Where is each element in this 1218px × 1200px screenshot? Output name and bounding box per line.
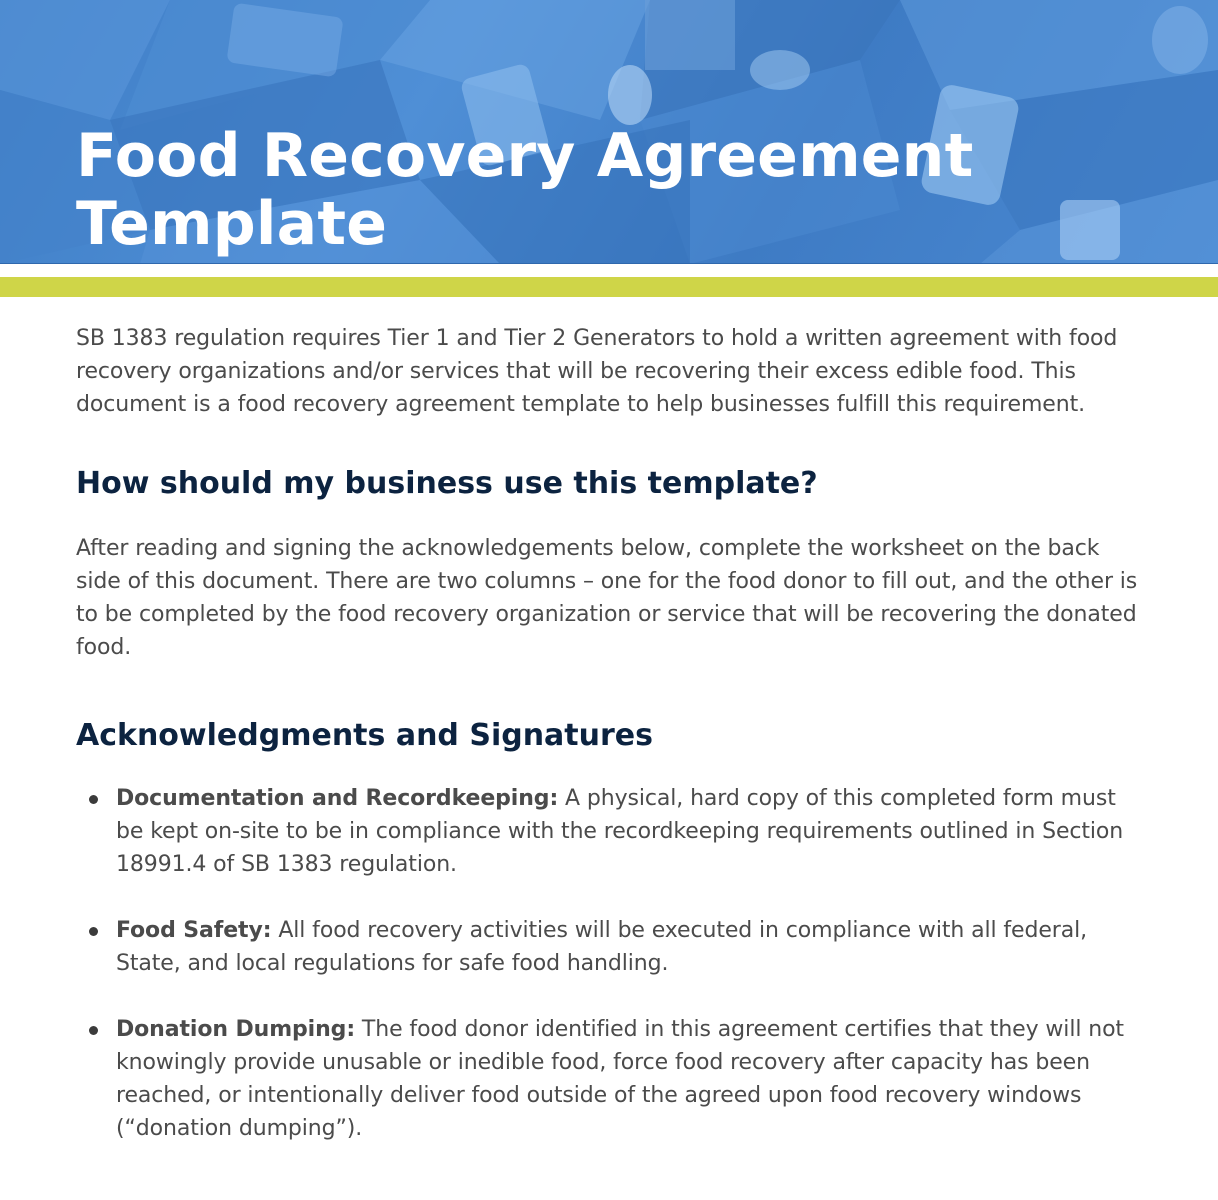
title-line-1: Food Recovery Agreement xyxy=(76,121,974,191)
list-item-body: A physical, hard copy of this completed form must be kept on-site to be in compliance with the recordkeeping requirements outlined in Section 18991.4 of SB 1383 regulation. xyxy=(116,786,1124,877)
list-item-text xyxy=(116,1013,1146,1145)
bullet-icon xyxy=(89,795,98,804)
section-heading-acknowledgments: Acknowledgments and Signatures xyxy=(76,718,654,753)
title-line-2: Template xyxy=(76,189,388,259)
list-item xyxy=(76,914,1146,980)
list-item-label: Documentation and Recordkeeping: xyxy=(116,786,559,811)
list-item-text xyxy=(116,782,1146,881)
bullet-icon xyxy=(89,927,98,936)
hero-banner xyxy=(0,0,1218,264)
list-item-body: The food donor identified in this agreement certifies that they will not knowingly provide unusable or inedible food, force food recovery after capacity has been reached, or intentionally deliver food outside of the agreed upon food recovery windows (“donation dumping”). xyxy=(116,1017,1124,1141)
bullet-icon xyxy=(89,1026,98,1035)
list-item-label: Donation Dumping: xyxy=(116,1017,356,1042)
acknowledgments-list xyxy=(76,782,1146,1178)
list-item-text xyxy=(116,914,1146,980)
accent-divider xyxy=(0,277,1218,297)
list-item-body: All food recovery activities will be executed in compliance with all federal, State, and local regulations for safe food handling. xyxy=(116,918,1088,976)
list-item xyxy=(76,1013,1146,1145)
list-item-label: Food Safety: xyxy=(116,918,272,943)
howto-paragraph: After reading and signing the acknowledgements below, complete the worksheet on the back side of this document. There are two columns – one for the food donor to fill out, and the other is to be completed by the food recovery organization or service that will be recovering the donated food. xyxy=(76,536,1138,660)
page-title xyxy=(76,122,973,258)
section-heading-howto: How should my business use this template? xyxy=(76,466,818,501)
intro-paragraph: SB 1383 regulation requires Tier 1 and Tier 2 Generators to hold a written agreement with food recovery organizations and/or services that will be recovering their excess edible food. This document is a food recovery agreement template to help businesses fulfill this requirement. xyxy=(76,326,1118,417)
list-item xyxy=(76,782,1146,881)
